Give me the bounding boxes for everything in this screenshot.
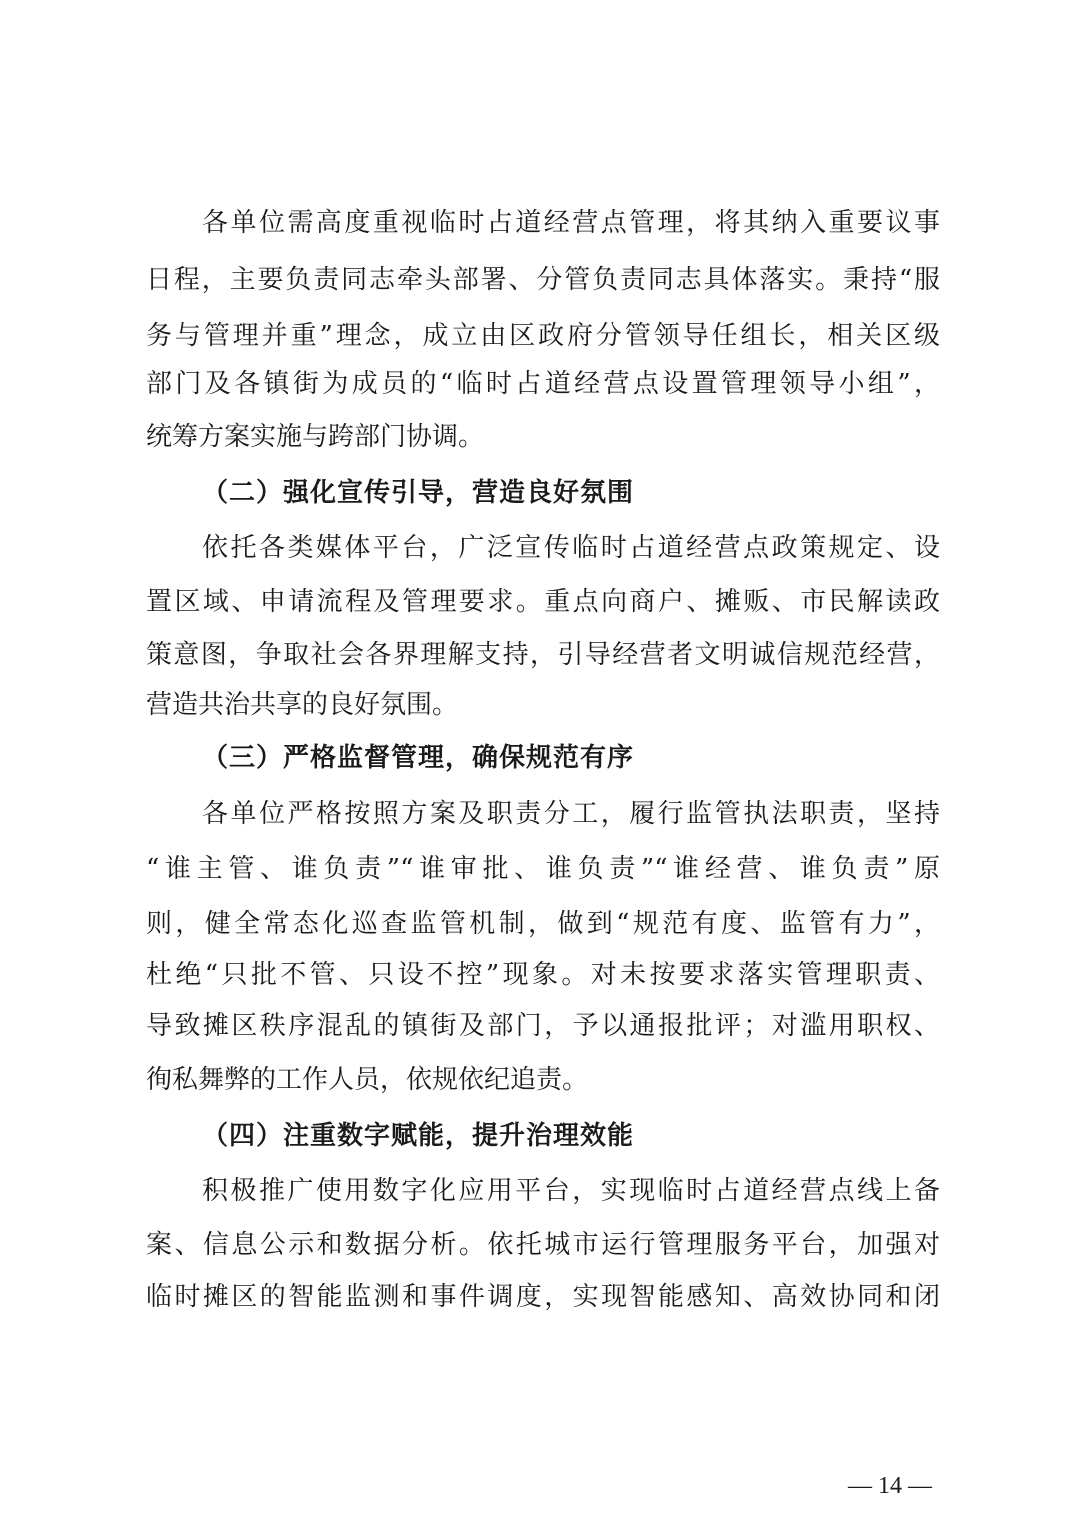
paragraph-line: 部门及各镇街为成员的“临时占道经营点设置管理领导小组”， [146,369,940,399]
paragraph-line: 则，健全常态化巡查监管机制，做到“规范有度、监管有力”， [146,909,940,939]
section-heading: （四）注重数字赋能，提升治理效能 [202,1121,635,1151]
paragraph-line: 营造共治共享的良好氛围。 [146,690,459,720]
paragraph-line: 依托各类媒体平台，广泛宣传临时占道经营点政策规定、设 [202,533,940,563]
section-heading: （二）强化宣传引导，营造良好氛围 [202,478,635,508]
paragraph-line: 日程，主要负责同志牵头部署、分管负责同志具体落实。秉持“服 [146,265,940,295]
paragraph-line: 导致摊区秩序混乱的镇街及部门，予以通报批评；对滥用职权、 [146,1011,940,1041]
paragraph-line: 案、信息公示和数据分析。依托城市运行管理服务平台，加强对 [146,1230,940,1260]
paragraph-line: 徇私舞弊的工作人员，依规依纪追责。 [146,1065,589,1095]
paragraph-line: 积极推广使用数字化应用平台，实现临时占道经营点线上备 [202,1176,940,1206]
paragraph-line: 杜绝“只批不管、只设不控”现象。对未按要求落实管理职责、 [146,960,940,990]
paragraph-line: 置区域、申请流程及管理要求。重点向商户、摊贩、市民解读政 [146,587,940,617]
paragraph-line: 临时摊区的智能监测和事件调度，实现智能感知、高效协同和闭 [146,1282,940,1312]
section-heading: （三）严格监督管理，确保规范有序 [202,743,635,773]
paragraph-line: 策意图，争取社会各界理解支持，引导经营者文明诚信规范经营， [146,640,940,670]
page-number: — 14 — [848,1473,932,1499]
paragraph-line: 各单位严格按照方案及职责分工，履行监管执法职责，坚持 [202,799,940,829]
paragraph-line: 务与管理并重”理念，成立由区政府分管领导任组长，相关区级 [146,321,940,351]
paragraph-line: “谁主管、谁负责”“谁审批、谁负责”“谁经营、谁负责”原 [146,854,940,884]
paragraph-line: 统筹方案实施与跨部门协调。 [146,422,485,452]
paragraph-line: 各单位需高度重视临时占道经营点管理，将其纳入重要议事 [202,208,940,238]
